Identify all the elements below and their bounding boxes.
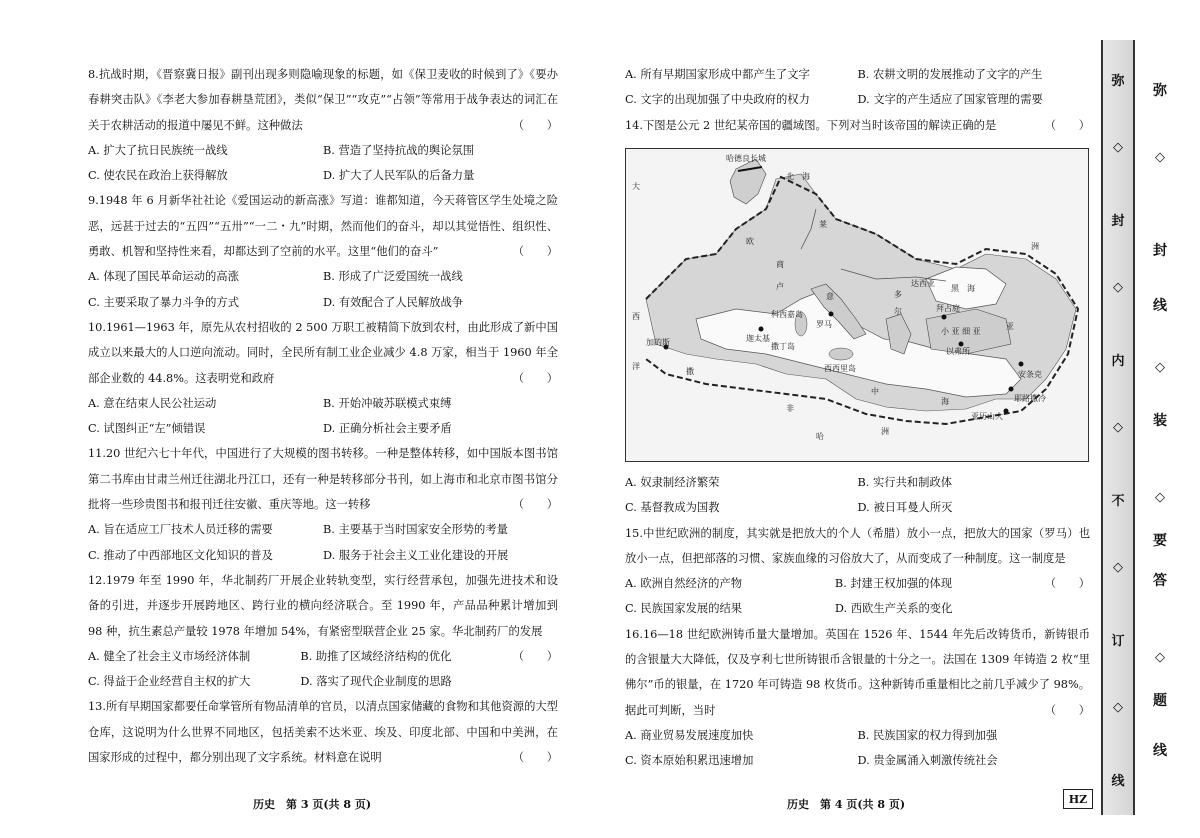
answer-paren[interactable]: （ ） [512, 371, 558, 385]
option-a[interactable]: A. 欧洲自然经济的产物 [625, 577, 743, 591]
question-10: 10.1961—1963 年，原先从农村招收的 2 500 万职工被精简下放到农村，由此形成了新中国成立以来最大的人口逆向流动。同时，全民所有制工业企业减少 4.8 万家，相当于 1960 年全部企业数的 44.8%。这表明党和政府 （ ） [88, 315, 558, 391]
answer-paren[interactable]: （ ） [512, 498, 558, 512]
question-14: 14.下图是公元 2 世纪某帝国的疆域图。下列对当时该帝国的解读正确的是 （ ） [625, 113, 1090, 138]
option-b[interactable]: B. 封建王权加强的体现 [834, 577, 953, 591]
option-b[interactable]: B. 民族国家的权力得到加强 [857, 728, 998, 742]
option-d[interactable]: D. 被日耳曼人所灭 [857, 501, 953, 515]
binding-char: 答 [1153, 573, 1167, 589]
option-c[interactable]: C. 推动了中西部地区文化知识的普及 [88, 548, 273, 562]
map-label-north-sea: 北 海 [786, 172, 810, 181]
right-column-top [625, 62, 1090, 138]
binding-diamond: ◇ [1155, 650, 1165, 665]
binding-diamond: ◇ [1155, 490, 1165, 505]
binding-char: 线 [1111, 774, 1125, 789]
option-c[interactable]: C. 民族国家发展的结果 [625, 602, 743, 616]
map-label-cadiz: 加的斯 [646, 338, 670, 347]
binding-char: 线 [1153, 743, 1167, 759]
option-d[interactable]: D. 扩大了人民军队的后备力量 [323, 169, 475, 183]
answer-paren[interactable]: （ ） [1044, 577, 1090, 591]
map-label: 哈 [816, 432, 824, 441]
binding-diamond: ◇ [1155, 360, 1165, 375]
map-label: 海 [941, 397, 949, 406]
map-label: 西 [632, 312, 640, 321]
map-label-asia-minor: 小 亚 细 亚 [941, 327, 981, 336]
options-12 [88, 644, 513, 695]
option-c[interactable]: C. 主要采取了暴力斗争的方式 [88, 295, 239, 309]
map-label: 洲 [881, 427, 889, 436]
binding-char: 装 [1153, 413, 1167, 429]
map-label: 亚 [1006, 322, 1014, 331]
option-c[interactable]: C. 基督教成为国教 [625, 501, 720, 515]
map-label: 洲 [1031, 242, 1039, 251]
map-label-rome: 罗马 [816, 320, 832, 329]
left-column [88, 62, 558, 770]
option-a[interactable]: A. 健全了社会主义市场经济体制 [88, 649, 251, 663]
binding-char: 题 [1153, 693, 1167, 709]
binding-diamond: ◇ [1113, 700, 1123, 715]
option-c[interactable]: C. 试图纠正“左”倾错误 [88, 422, 206, 436]
answer-paren[interactable]: （ ） [512, 118, 558, 132]
map-label: 大 [632, 182, 640, 191]
options-10 [88, 391, 558, 442]
map-label-jerusalem: 耶路撒冷 [1014, 394, 1046, 403]
option-a[interactable]: A. 扩大了抗日民族统一战线 [88, 143, 228, 157]
map-label-ephesus: 以弗所 [946, 347, 970, 356]
options-8 [88, 138, 558, 189]
option-a[interactable]: A. 体现了国民革命运动的高涨 [88, 270, 239, 284]
question-15: 15.中世纪欧洲的制度，其实就是把放大的个人（希腊）放小一点，把放大的国家（罗马）也放小一点，但把部落的习惯、家族血缘的习俗放大了，从而变成了一种制度。这一制度是 （ ） [625, 521, 1090, 572]
answer-paren[interactable]: （ ） [512, 751, 558, 765]
option-a[interactable]: A. 奴隶制经济繁荣 [625, 476, 720, 489]
options-15 [625, 571, 1045, 622]
map-label: 洋 [632, 362, 640, 371]
map-label: 意 [826, 292, 834, 301]
paper-code-badge: HZ [1063, 789, 1093, 809]
binding-diamond: ◇ [1155, 150, 1165, 165]
options-9 [88, 264, 558, 315]
page-footer-left: 历史 第 3 页(共 8 页) [253, 798, 372, 811]
right-column-bottom [625, 470, 1090, 774]
map-label-alexandria: 亚历山大 [971, 412, 1003, 421]
binding-char: 封 [1153, 243, 1167, 259]
map-label: 非 [786, 404, 794, 413]
map-label: 欧 [746, 237, 754, 246]
map-label: 商 [776, 260, 784, 269]
binding-char: 弥 [1111, 74, 1125, 89]
option-c[interactable]: C. 文字的出现加强了中央政府的权力 [625, 93, 810, 107]
binding-char: 要 [1153, 533, 1167, 549]
map-label-carthage: 迦太基 [746, 334, 770, 343]
options-16 [625, 723, 1090, 774]
option-b[interactable]: B. 开始冲破苏联模式束缚 [323, 396, 452, 410]
option-c[interactable]: C. 资本原始积累迅速增加 [625, 754, 754, 768]
map-label-sardinia: 撒丁岛 [771, 342, 795, 351]
answer-paren[interactable]: （ ） [512, 649, 558, 663]
option-a[interactable]: A. 商业贸易发展速度加快 [625, 728, 754, 742]
answer-paren[interactable]: （ ） [1044, 703, 1090, 717]
option-b[interactable]: B. 实行共和制政体 [857, 476, 953, 489]
binding-char: 不 [1111, 494, 1125, 509]
map-svg [626, 149, 1088, 461]
binding-char: 订 [1111, 634, 1125, 649]
option-c[interactable]: C. 得益于企业经营自主权的扩大 [88, 675, 251, 689]
option-a[interactable]: A. 旨在适应工厂技术人员迁移的需要 [88, 523, 273, 537]
map-label-antioch: 安条克 [1018, 370, 1042, 379]
map-label: 卢 [776, 282, 784, 291]
map-label-dacia: 达西亚 [911, 279, 935, 288]
answer-paren[interactable]: （ ） [1044, 118, 1090, 132]
question-16: 16.16—18 世纪欧洲铸币量大量增加。英国在 1526 年、1544 年先后改铸货币，新铸银币的含银量大大降低，仅及亨利七世所铸银币含银量的十分之一。法国在 1309 年铸造 2 枚“里佛尔”币的银量，在 1720 年可铸造 98 枚货币。这种新铸币重量相比之前几乎减少了 98%。据此可判断，当时 （ ） [625, 622, 1090, 723]
map-label-hadrians-wall: 哈德良长城 [726, 154, 766, 163]
answer-paren[interactable]: （ ） [512, 245, 558, 259]
binding-diamond: ◇ [1113, 280, 1123, 295]
options-13 [625, 62, 1090, 113]
binding-strip [1101, 40, 1135, 815]
question-13: 13.所有早期国家都要任命掌管所有物品清单的官员，以清点国家储藏的食物和其他资源的大型仓库，这说明为什么世界不同地区，包括美索不达米亚、埃及、印度北部、中国和中美洲，在国家形成的过程中，都分别出现了文字系统。材料意在说明 （ ） [88, 694, 558, 770]
options-14 [625, 470, 1090, 521]
roman-empire-map [625, 148, 1089, 462]
option-b[interactable]: B. 农耕文明的发展推动了文字的产生 [857, 68, 1043, 81]
binding-char: 封 [1111, 214, 1125, 229]
map-label: 撒 [686, 367, 694, 376]
option-d[interactable]: D. 贵金属涌入刺激传统社会 [857, 754, 998, 768]
map-label: 多 [894, 290, 902, 299]
option-b[interactable]: B. 主要基于当时国家安全形势的考量 [323, 523, 508, 537]
binding-diamond: ◇ [1113, 140, 1123, 155]
binding-char: 弥 [1153, 83, 1167, 99]
binding-diamond: ◇ [1113, 420, 1123, 435]
map-label-sicily: 西西里岛 [824, 364, 856, 373]
option-d[interactable]: D. 文字的产生适应了国家管理的需要 [857, 93, 1043, 107]
binding-char: 内 [1111, 354, 1125, 369]
option-c[interactable]: C. 使农民在政治上获得解放 [88, 169, 228, 183]
option-b[interactable]: B. 营造了坚持抗战的舆论氛围 [323, 143, 475, 157]
map-label: 中 [871, 387, 879, 396]
option-d[interactable]: D. 落实了现代企业制度的思路 [300, 675, 452, 689]
binding-char: 线 [1153, 298, 1167, 314]
map-label: 尔 [894, 307, 902, 316]
option-a[interactable]: A. 意在结束人民公社运动 [88, 396, 217, 410]
question-8: 8.抗战时期，《晋察冀日报》副刊出现多则隐喻现象的标题，如《保卫麦收的时候到了》《要办春耕突击队》《李老大参加春耕垦荒团》，类似“保卫”“攻克”“占领”等常用于战争表达的词汇在关于农耕活动的报道中屡见不鲜。这种做法 （ ） [88, 62, 558, 138]
question-12: 12.1979 年至 1990 年，华北制药厂开展企业转轨变型，实行经营承包，加强先进技术和设备的引进，并逐步开展跨地区、跨行业的横向经济联合。至 1990 年，产品品种累计增加到 98 种，抗生素总产量较 1978 年增加 54%，有紧密型联营企业 25 家。华北制药厂的发展 （ ） [88, 568, 558, 644]
question-9: 9.1948 年 6 月新华社社论《爱国运动的新高涨》写道：谁都知道，今天蒋管区学生处境之险恶，远甚于过去的“五四”“五卅”“一二・九”时期，然而他们的奋斗，却以其觉悟性、组织性、勇敢、机智和坚持性来看，却都达到了空前的水平。这里“他们的奋斗” （ ） [88, 188, 558, 264]
option-d[interactable]: D. 服务于社会主义工业化建设的开展 [323, 548, 509, 562]
option-d[interactable]: D. 有效配合了人民解放战争 [323, 295, 464, 309]
option-d[interactable]: D. 正确分析社会主要矛盾 [323, 422, 452, 436]
binding-diamond: ◇ [1113, 560, 1123, 575]
option-d[interactable]: D. 西欧生产关系的变化 [834, 602, 953, 616]
map-label: 莱 [819, 220, 827, 229]
map-label-byzantium: 拜占庭 [936, 304, 960, 313]
map-label-corsica: 科西嘉岛 [771, 310, 803, 319]
options-11 [88, 517, 558, 568]
map-label-black-sea: 黑 海 [951, 284, 975, 293]
question-11: 11.20 世纪六七十年代，中国进行了大规模的图书转移。一种是整体转移，如中国版本图书馆第二书库由甘肃兰州迁往湖北丹江口，还有一种是转移部分书刊，如上海市和北京市图书馆分批将一些珍贵图书和报刊迁往安徽、重庆等地。这一转移 （ ） [88, 441, 558, 517]
option-b[interactable]: B. 助推了区域经济结构的优化 [300, 649, 452, 663]
page-footer-right: 历史 第 4 页(共 8 页) [787, 798, 906, 811]
option-b[interactable]: B. 形成了广泛爱国统一战线 [323, 270, 463, 284]
option-a[interactable]: A. 所有早期国家形成中都产生了文字 [625, 68, 810, 81]
